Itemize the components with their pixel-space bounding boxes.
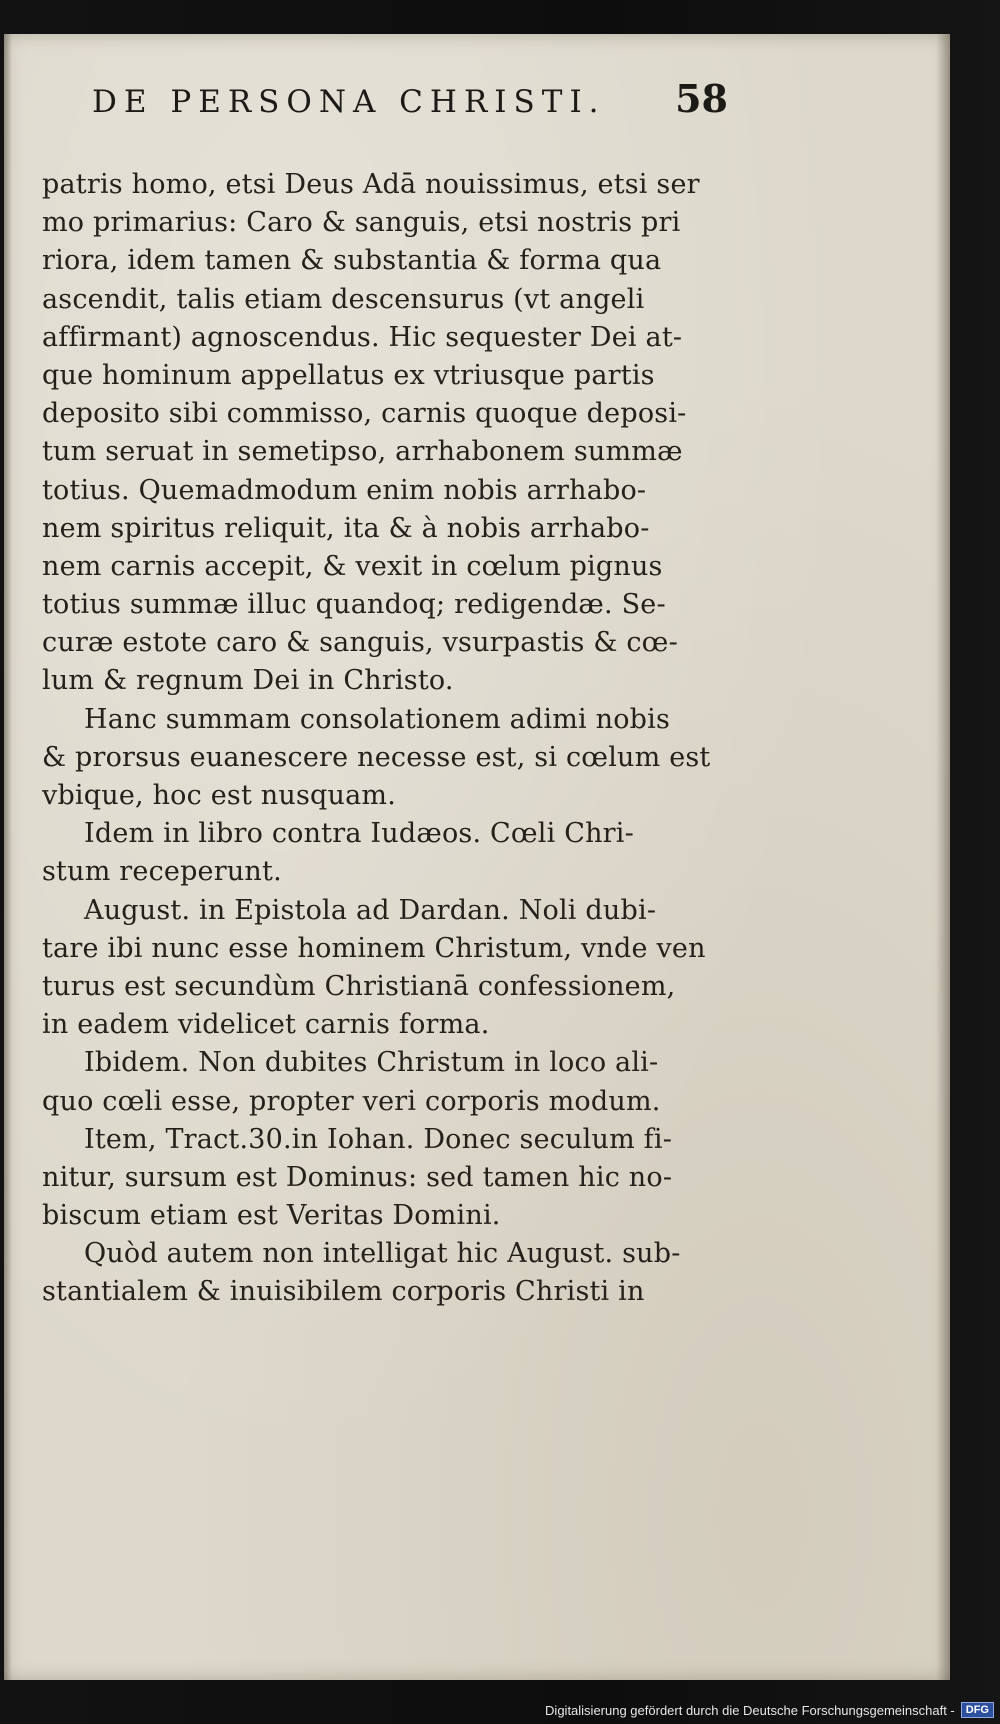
text-line: nem spiritus reliquit, ita & à nobis arrhabo- [42, 512, 650, 544]
text-line: totius. Quemadmodum enim nobis arrhabo- [42, 474, 647, 506]
text-line: tare ibi nunc esse hominem Christum, vnde ven [42, 932, 706, 964]
text-line: vbique, hoc est nusquam. [42, 780, 396, 811]
page-gutter-shadow [4, 34, 12, 1680]
dfg-logo: DFG [961, 1702, 994, 1718]
text-line: stantialem & inuisibilem corporis Christi in [42, 1276, 645, 1308]
paragraph-start-line: Item, Tract.30.in Iohan. Donec seculum fi- [84, 1123, 673, 1155]
body-text [42, 166, 722, 1312]
text-line: turus est secundùm Christianā confessionem, [42, 970, 676, 1002]
text-line: lum & regnum Dei in Christo. [42, 665, 454, 697]
text-line: patris homo, etsi Deus Adā nouissimus, etsi ser [42, 169, 700, 200]
text-line: in eadem videlicet carnis forma. [42, 1009, 490, 1041]
text-line: nem carnis accepit, & vexit in cœlum pignus [42, 550, 663, 582]
page-number: 58 [675, 76, 728, 121]
paragraph-start-line: Quòd autem non intelligat hic August. sub- [84, 1238, 681, 1270]
text-line: ascendit, talis etiam descensurus (vt angeli [42, 283, 645, 315]
text-line: que hominum appellatus ex vtriusque partis [42, 359, 655, 391]
text-line: deposito sibi commisso, carnis quoque deposi- [42, 398, 687, 430]
text-line: quo cœli esse, propter veri corporis modum. [42, 1085, 661, 1117]
text-line: riora, idem tamen & substantia & forma qua [42, 245, 662, 277]
paragraph-start-line: Hanc summam consolationem adimi nobis [84, 703, 671, 735]
text-line: curæ estote caro & sanguis, vsurpastis & cœ- [42, 627, 678, 659]
text-line: tum seruat in semetipso, arrhabonem summæ [42, 436, 683, 468]
text-line: biscum etiam est Veritas Domini. [42, 1200, 501, 1232]
text-line: mo primarius: Caro & sanguis, etsi nostris pri [42, 207, 681, 239]
paragraph-start-line: August. in Epistola ad Dardan. Noli dubi- [84, 894, 657, 926]
text-line: nitur, sursum est Dominus: sed tamen hic no- [42, 1161, 673, 1193]
running-title: DE PERSONA CHRISTI. [92, 84, 606, 120]
digitization-credit [545, 1699, 994, 1721]
text-line: totius summæ illuc quandoq; redigendæ. Se- [42, 589, 666, 621]
text-line: stum receperunt. [42, 856, 282, 888]
page-edge-shadow [936, 34, 950, 1680]
text-line: & prorsus euanescere necesse est, si cœlum est [42, 741, 711, 773]
paragraph-start-line: Ibidem. Non dubites Christum in loco ali- [84, 1047, 659, 1079]
funding-credit-text: Digitalisierung gefördert durch die Deutsche Forschungsgemeinschaft - [545, 1702, 955, 1718]
paragraph-start-line: Idem in libro contra Iudæos. Cœli Chri- [84, 818, 634, 850]
running-head [92, 76, 728, 132]
text-line: affirmant) agnoscendus. Hic sequester Dei at- [42, 321, 683, 353]
